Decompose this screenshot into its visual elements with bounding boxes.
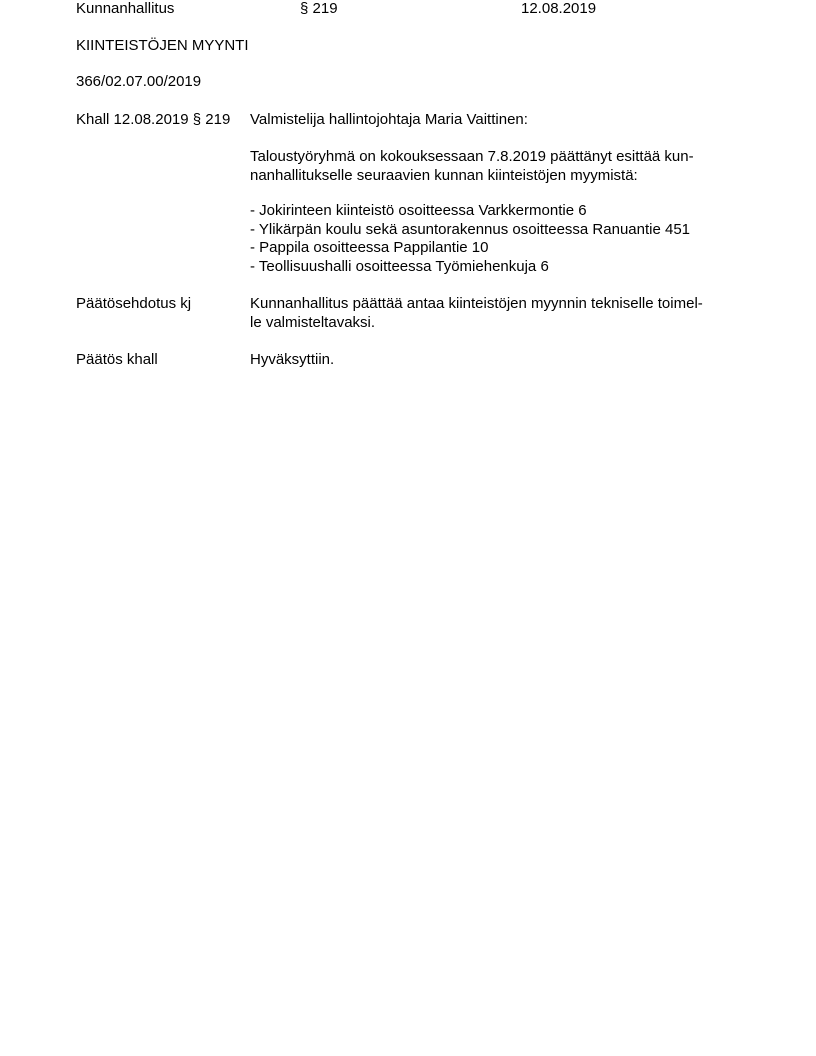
header-body-name: Kunnanhallitus [76, 0, 175, 17]
header-section-number: § 219 [300, 0, 338, 17]
decision-text: Hyväksyttiin. [250, 351, 335, 368]
header-meeting-date: 12.08.2019 [521, 0, 597, 17]
handling-paragraph [250, 148, 694, 185]
property-list [250, 202, 690, 276]
list-item: - Pappila osoitteessa Pappilantie 10 [250, 239, 489, 256]
paragraph-line: Taloustyöryhmä on kokouksessaan 7.8.2019 päättänyt esittää kun- [250, 148, 694, 165]
list-item: - Ylikärpän koulu sekä asuntorakennus osoitteessa Ranuantie 451 [250, 220, 691, 238]
handling-label: Khall 12.08.2019 § 219 [76, 111, 231, 128]
paragraph-line: nanhallitukselle seuraavien kunnan kiinteistöjen myymistä: [250, 166, 638, 184]
proposal-line: le valmisteltavaksi. [250, 313, 376, 331]
preparer-line: Valmistelija hallintojohtaja Maria Vaittinen: [250, 111, 528, 128]
record-number: 366/02.07.00/2019 [76, 73, 202, 90]
proposal-label: Päätösehdotus kj [76, 295, 192, 312]
list-item: - Jokirinteen kiinteistö osoitteessa Varkkermontie 6 [250, 202, 587, 219]
list-item: - Teollisuushalli osoitteessa Työmiehenkuja 6 [250, 257, 549, 275]
decision-label: Päätös khall [76, 351, 158, 368]
document-title: KIINTEISTÖJEN MYYNTI [76, 37, 249, 54]
proposal-text [250, 295, 703, 332]
proposal-line: Kunnanhallitus päättää antaa kiinteistöjen myynnin tekniselle toimel- [250, 295, 703, 312]
